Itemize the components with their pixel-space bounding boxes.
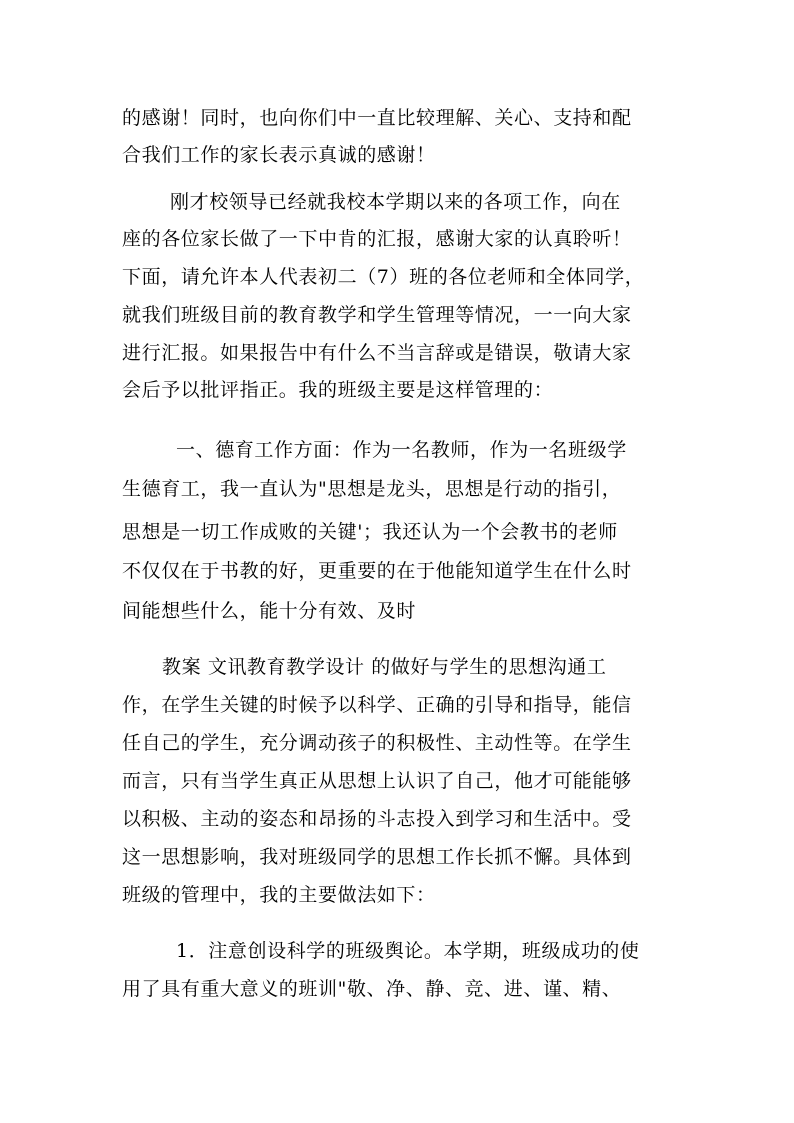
- text-line: 而言，只有当学生真正从思想上认识了自己，他才可能能够: [122, 770, 632, 792]
- text-line: 座的各位家长做了一下中肯的汇报，感谢大家的认真聆听！: [122, 228, 632, 250]
- text-line: 思想是一切工作成败的关键'；我还认为一个会教书的老师: [122, 521, 618, 543]
- paragraph-first-line: 刚才校领导已经就我校本学期以来的各项工作，向在: [170, 191, 621, 213]
- paragraph-first-line: 教案 文讯教育教学设计 的做好与学生的思想沟通工: [162, 656, 607, 678]
- text-line: 的感谢！同时，也向你们中一直比较理解、关心、支持和配: [122, 107, 632, 129]
- text-line: 作，在学生关键的时候予以科学、正确的引导和指导，能信: [122, 694, 632, 716]
- text-line: 不仅仅在于书教的好，更重要的在于他能知道学生在什么时: [122, 560, 632, 582]
- list-item-line: 1．注意创设科学的班级舆论。本学期，班级成功的使: [176, 940, 640, 962]
- text-line: 任自己的学生，充分调动孩子的积极性、主动性等。在学生: [122, 732, 632, 754]
- text-line: 就我们班级目前的教育教学和学生管理等情况，一一向大家: [122, 304, 632, 326]
- text-line: 班级的管理中，我的主要做法如下：: [122, 884, 436, 906]
- text-line: 合我们工作的家长表示真诚的感谢！: [122, 144, 436, 166]
- text-line: 间能想些什么，能十分有效、及时: [122, 600, 417, 622]
- text-line: 生德育工，我一直认为"思想是龙头，思想是行动的指引，: [122, 478, 622, 500]
- text-line: 这一思想影响，我对班级同学的思想工作长抓不懈。具体到: [122, 846, 632, 868]
- section-heading-line: 一、德育工作方面：作为一名教师，作为一名班级学: [176, 439, 627, 461]
- text-line: 进行汇报。如果报告中有什么不当言辞或是错误，敬请大家: [122, 342, 632, 364]
- text-line: 用了具有重大意义的班训"敬、净、静、竞、进、谨、精、: [122, 978, 622, 1000]
- text-line: 会后予以批评指正。我的班级主要是这样管理的：: [122, 379, 554, 401]
- text-line: 下面，请允许本人代表初二（7）班的各位老师和全体同学，: [122, 266, 645, 288]
- text-line: 以积极、主动的姿态和昂扬的斗志投入到学习和生活中。受: [122, 808, 632, 830]
